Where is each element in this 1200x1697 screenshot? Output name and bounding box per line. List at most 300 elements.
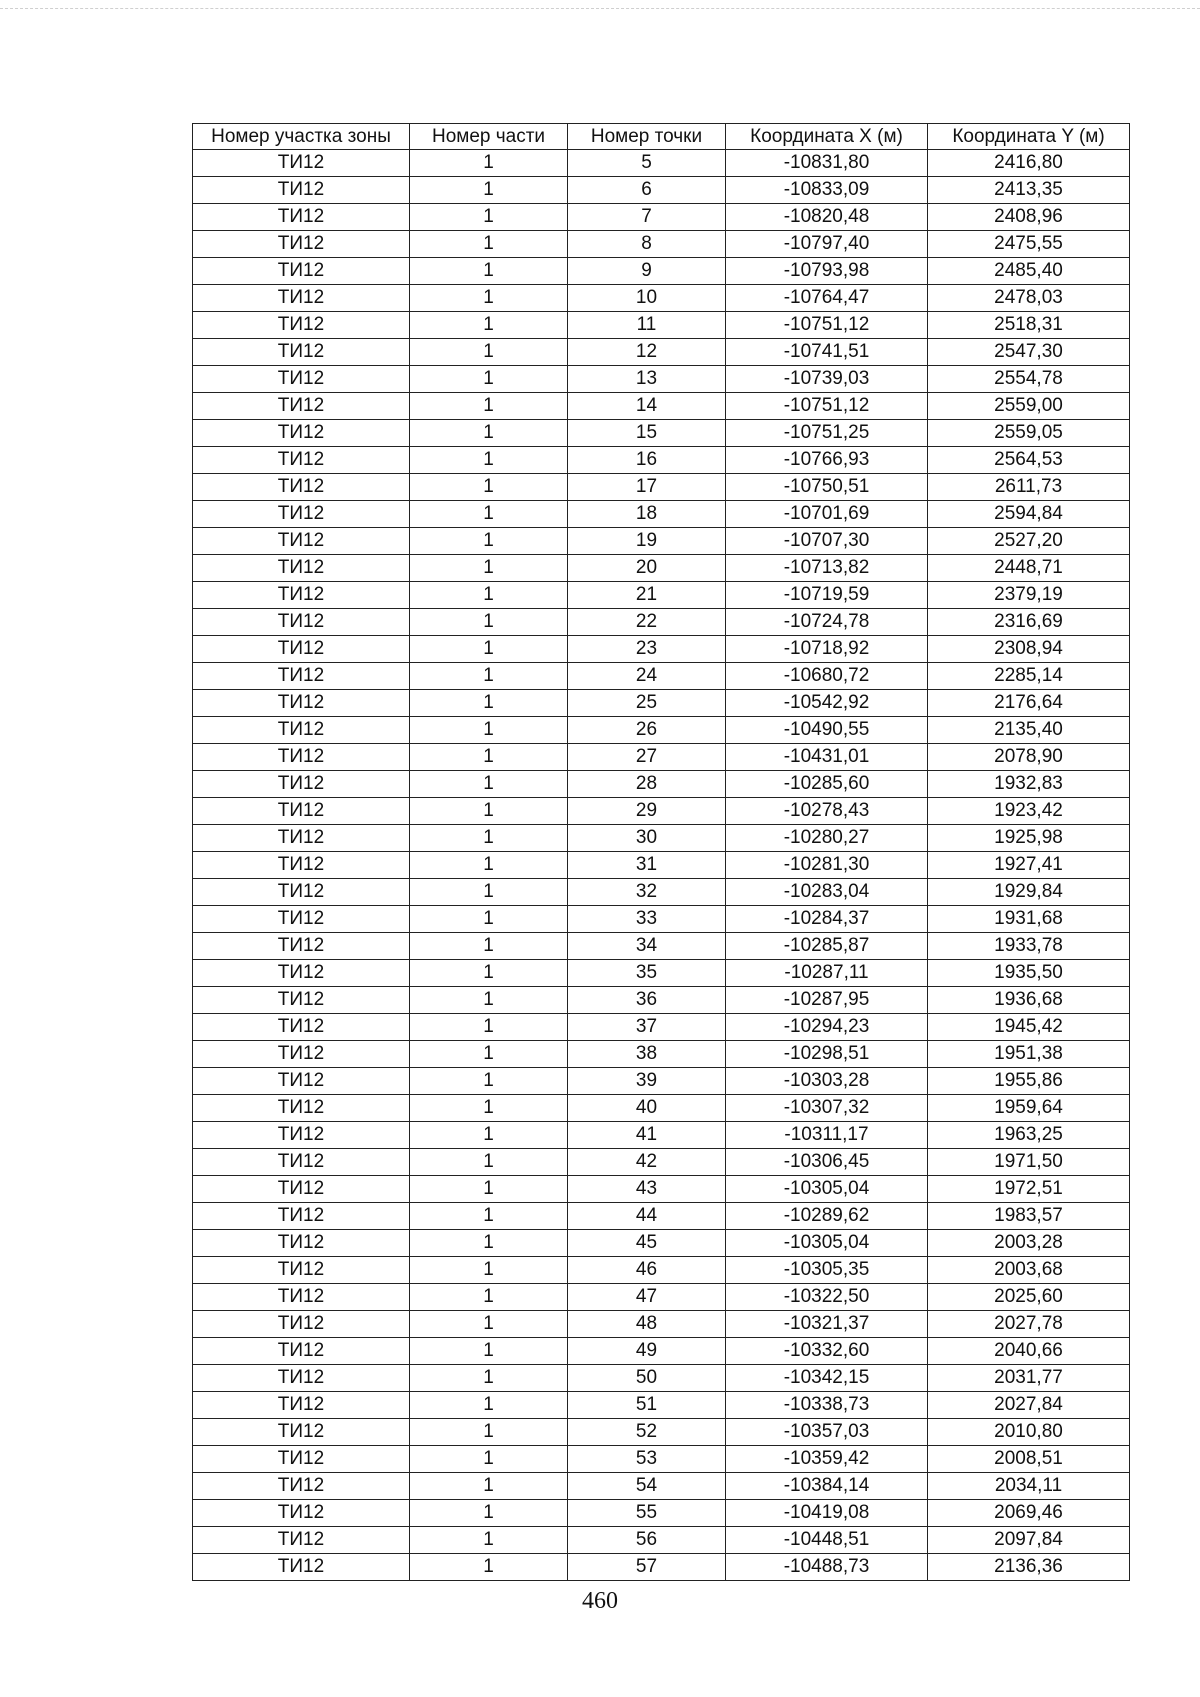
zone-section-cell: ТИ12 <box>193 852 410 879</box>
coordinate-x-cell: -10448,51 <box>726 1527 928 1554</box>
zone-section-cell: ТИ12 <box>193 690 410 717</box>
part-number-cell: 1 <box>410 1257 568 1284</box>
header-coordinate-x: Координата X (м) <box>726 124 928 150</box>
coordinate-x-cell: -10718,92 <box>726 636 928 663</box>
coordinate-x-cell: -10298,51 <box>726 1041 928 1068</box>
part-number-cell: 1 <box>410 231 568 258</box>
part-number-cell: 1 <box>410 1473 568 1500</box>
point-number-cell: 18 <box>568 501 726 528</box>
zone-section-cell: ТИ12 <box>193 906 410 933</box>
coordinate-y-cell: 2308,94 <box>928 636 1130 663</box>
part-number-cell: 1 <box>410 879 568 906</box>
coordinate-x-cell: -10680,72 <box>726 663 928 690</box>
coordinate-y-cell: 1927,41 <box>928 852 1130 879</box>
coordinate-x-cell: -10384,14 <box>726 1473 928 1500</box>
coordinate-x-cell: -10321,37 <box>726 1311 928 1338</box>
coordinate-y-cell: 2559,00 <box>928 393 1130 420</box>
coordinate-y-cell: 2285,14 <box>928 663 1130 690</box>
part-number-cell: 1 <box>410 1338 568 1365</box>
table-row <box>193 582 1130 609</box>
point-number-cell: 23 <box>568 636 726 663</box>
coordinate-x-cell: -10488,73 <box>726 1554 928 1581</box>
coordinate-y-cell: 2027,78 <box>928 1311 1130 1338</box>
coordinate-y-cell: 1929,84 <box>928 879 1130 906</box>
point-number-cell: 20 <box>568 555 726 582</box>
point-number-cell: 37 <box>568 1014 726 1041</box>
coordinate-y-cell: 2485,40 <box>928 258 1130 285</box>
coordinate-y-cell: 2097,84 <box>928 1527 1130 1554</box>
table-row <box>193 393 1130 420</box>
table-row <box>193 1365 1130 1392</box>
part-number-cell: 1 <box>410 690 568 717</box>
coordinate-x-cell: -10741,51 <box>726 339 928 366</box>
point-number-cell: 8 <box>568 231 726 258</box>
zone-section-cell: ТИ12 <box>193 231 410 258</box>
zone-section-cell: ТИ12 <box>193 555 410 582</box>
table-row <box>193 1122 1130 1149</box>
table-row <box>193 1095 1130 1122</box>
coordinate-y-cell: 2594,84 <box>928 501 1130 528</box>
point-number-cell: 27 <box>568 744 726 771</box>
point-number-cell: 49 <box>568 1338 726 1365</box>
table-header-row <box>193 124 1130 150</box>
point-number-cell: 25 <box>568 690 726 717</box>
coordinate-x-cell: -10287,95 <box>726 987 928 1014</box>
table-row <box>193 285 1130 312</box>
coordinate-x-cell: -10359,42 <box>726 1446 928 1473</box>
table-row <box>193 636 1130 663</box>
coordinate-x-cell: -10764,47 <box>726 285 928 312</box>
zone-section-cell: ТИ12 <box>193 744 410 771</box>
coordinate-y-cell: 2518,31 <box>928 312 1130 339</box>
zone-section-cell: ТИ12 <box>193 636 410 663</box>
point-number-cell: 57 <box>568 1554 726 1581</box>
coordinate-x-cell: -10280,27 <box>726 825 928 852</box>
header-point-number: Номер точки <box>568 124 726 150</box>
coordinate-y-cell: 2448,71 <box>928 555 1130 582</box>
point-number-cell: 46 <box>568 1257 726 1284</box>
table-row <box>193 798 1130 825</box>
part-number-cell: 1 <box>410 1122 568 1149</box>
part-number-cell: 1 <box>410 771 568 798</box>
coordinate-y-cell: 2008,51 <box>928 1446 1130 1473</box>
coordinates-table-container <box>192 123 1129 1581</box>
coordinate-y-cell: 2547,30 <box>928 339 1130 366</box>
zone-section-cell: ТИ12 <box>193 528 410 555</box>
table-row <box>193 1041 1130 1068</box>
coordinate-y-cell: 2031,77 <box>928 1365 1130 1392</box>
table-row <box>193 1392 1130 1419</box>
coordinate-y-cell: 2475,55 <box>928 231 1130 258</box>
part-number-cell: 1 <box>410 852 568 879</box>
point-number-cell: 24 <box>568 663 726 690</box>
coordinate-y-cell: 1932,83 <box>928 771 1130 798</box>
part-number-cell: 1 <box>410 258 568 285</box>
table-row <box>193 1311 1130 1338</box>
zone-section-cell: ТИ12 <box>193 339 410 366</box>
zone-section-cell: ТИ12 <box>193 1473 410 1500</box>
part-number-cell: 1 <box>410 204 568 231</box>
coordinate-x-cell: -10305,04 <box>726 1176 928 1203</box>
point-number-cell: 54 <box>568 1473 726 1500</box>
part-number-cell: 1 <box>410 1527 568 1554</box>
coordinate-y-cell: 2554,78 <box>928 366 1130 393</box>
part-number-cell: 1 <box>410 1284 568 1311</box>
coordinate-x-cell: -10284,37 <box>726 906 928 933</box>
zone-section-cell: ТИ12 <box>193 663 410 690</box>
coordinate-y-cell: 2416,80 <box>928 150 1130 177</box>
point-number-cell: 38 <box>568 1041 726 1068</box>
coordinate-y-cell: 2010,80 <box>928 1419 1130 1446</box>
table-row <box>193 825 1130 852</box>
point-number-cell: 42 <box>568 1149 726 1176</box>
part-number-cell: 1 <box>410 177 568 204</box>
point-number-cell: 9 <box>568 258 726 285</box>
coordinate-x-cell: -10342,15 <box>726 1365 928 1392</box>
part-number-cell: 1 <box>410 1365 568 1392</box>
point-number-cell: 22 <box>568 609 726 636</box>
zone-section-cell: ТИ12 <box>193 1311 410 1338</box>
part-number-cell: 1 <box>410 798 568 825</box>
part-number-cell: 1 <box>410 1176 568 1203</box>
zone-section-cell: ТИ12 <box>193 1095 410 1122</box>
zone-section-cell: ТИ12 <box>193 1257 410 1284</box>
zone-section-cell: ТИ12 <box>193 987 410 1014</box>
zone-section-cell: ТИ12 <box>193 582 410 609</box>
point-number-cell: 50 <box>568 1365 726 1392</box>
coordinate-y-cell: 1935,50 <box>928 960 1130 987</box>
coordinate-y-cell: 2611,73 <box>928 474 1130 501</box>
table-row <box>193 150 1130 177</box>
point-number-cell: 55 <box>568 1500 726 1527</box>
part-number-cell: 1 <box>410 447 568 474</box>
part-number-cell: 1 <box>410 744 568 771</box>
coordinate-x-cell: -10751,12 <box>726 312 928 339</box>
table-body <box>193 150 1130 1581</box>
coordinate-y-cell: 2413,35 <box>928 177 1130 204</box>
coordinate-x-cell: -10833,09 <box>726 177 928 204</box>
table-row <box>193 1473 1130 1500</box>
part-number-cell: 1 <box>410 474 568 501</box>
coordinate-y-cell: 1959,64 <box>928 1095 1130 1122</box>
zone-section-cell: ТИ12 <box>193 501 410 528</box>
point-number-cell: 43 <box>568 1176 726 1203</box>
coordinate-x-cell: -10307,32 <box>726 1095 928 1122</box>
coordinate-y-cell: 2316,69 <box>928 609 1130 636</box>
part-number-cell: 1 <box>410 1554 568 1581</box>
point-number-cell: 28 <box>568 771 726 798</box>
table-row <box>193 1014 1130 1041</box>
coordinate-x-cell: -10294,23 <box>726 1014 928 1041</box>
coordinate-x-cell: -10305,35 <box>726 1257 928 1284</box>
coordinate-x-cell: -10311,17 <box>726 1122 928 1149</box>
point-number-cell: 7 <box>568 204 726 231</box>
table-row <box>193 717 1130 744</box>
coordinate-x-cell: -10289,62 <box>726 1203 928 1230</box>
zone-section-cell: ТИ12 <box>193 177 410 204</box>
coordinate-x-cell: -10751,12 <box>726 393 928 420</box>
point-number-cell: 51 <box>568 1392 726 1419</box>
point-number-cell: 21 <box>568 582 726 609</box>
coordinate-x-cell: -10793,98 <box>726 258 928 285</box>
point-number-cell: 6 <box>568 177 726 204</box>
table-row <box>193 447 1130 474</box>
zone-section-cell: ТИ12 <box>193 798 410 825</box>
coordinate-y-cell: 2003,68 <box>928 1257 1130 1284</box>
coordinate-x-cell: -10719,59 <box>726 582 928 609</box>
coordinate-y-cell: 1931,68 <box>928 906 1130 933</box>
point-number-cell: 32 <box>568 879 726 906</box>
part-number-cell: 1 <box>410 1095 568 1122</box>
coordinate-y-cell: 2027,84 <box>928 1392 1130 1419</box>
table-row <box>193 474 1130 501</box>
part-number-cell: 1 <box>410 420 568 447</box>
zone-section-cell: ТИ12 <box>193 312 410 339</box>
part-number-cell: 1 <box>410 1500 568 1527</box>
coordinate-x-cell: -10306,45 <box>726 1149 928 1176</box>
coordinate-y-cell: 2034,11 <box>928 1473 1130 1500</box>
coordinate-y-cell: 1925,98 <box>928 825 1130 852</box>
coordinate-x-cell: -10278,43 <box>726 798 928 825</box>
table-row <box>193 933 1130 960</box>
table-row <box>193 1419 1130 1446</box>
zone-section-cell: ТИ12 <box>193 1554 410 1581</box>
coordinate-x-cell: -10419,08 <box>726 1500 928 1527</box>
point-number-cell: 17 <box>568 474 726 501</box>
table-row <box>193 609 1130 636</box>
part-number-cell: 1 <box>410 1068 568 1095</box>
part-number-cell: 1 <box>410 825 568 852</box>
table-row <box>193 852 1130 879</box>
coordinate-x-cell: -10431,01 <box>726 744 928 771</box>
coordinate-y-cell: 2003,28 <box>928 1230 1130 1257</box>
point-number-cell: 10 <box>568 285 726 312</box>
zone-section-cell: ТИ12 <box>193 474 410 501</box>
point-number-cell: 56 <box>568 1527 726 1554</box>
coordinate-y-cell: 2564,53 <box>928 447 1130 474</box>
table-row <box>193 906 1130 933</box>
zone-section-cell: ТИ12 <box>193 960 410 987</box>
table-row <box>193 960 1130 987</box>
part-number-cell: 1 <box>410 1311 568 1338</box>
zone-section-cell: ТИ12 <box>193 447 410 474</box>
zone-section-cell: ТИ12 <box>193 1365 410 1392</box>
coordinate-x-cell: -10751,25 <box>726 420 928 447</box>
part-number-cell: 1 <box>410 663 568 690</box>
part-number-cell: 1 <box>410 501 568 528</box>
coordinate-y-cell: 1963,25 <box>928 1122 1130 1149</box>
table-row <box>193 690 1130 717</box>
point-number-cell: 33 <box>568 906 726 933</box>
zone-section-cell: ТИ12 <box>193 1392 410 1419</box>
part-number-cell: 1 <box>410 528 568 555</box>
zone-section-cell: ТИ12 <box>193 1014 410 1041</box>
coordinate-x-cell: -10724,78 <box>726 609 928 636</box>
header-zone-section: Номер участка зоны <box>193 124 410 150</box>
part-number-cell: 1 <box>410 717 568 744</box>
zone-section-cell: ТИ12 <box>193 1230 410 1257</box>
coordinate-x-cell: -10542,92 <box>726 690 928 717</box>
point-number-cell: 41 <box>568 1122 726 1149</box>
zone-section-cell: ТИ12 <box>193 1122 410 1149</box>
coordinate-y-cell: 2478,03 <box>928 285 1130 312</box>
part-number-cell: 1 <box>410 339 568 366</box>
coordinate-y-cell: 2040,66 <box>928 1338 1130 1365</box>
page-number: 460 <box>582 1588 618 1614</box>
coordinate-y-cell: 2135,40 <box>928 717 1130 744</box>
coordinate-y-cell: 2025,60 <box>928 1284 1130 1311</box>
part-number-cell: 1 <box>410 1149 568 1176</box>
coordinate-y-cell: 2078,90 <box>928 744 1130 771</box>
coordinate-x-cell: -10713,82 <box>726 555 928 582</box>
table-row <box>193 177 1130 204</box>
coordinate-y-cell: 1923,42 <box>928 798 1130 825</box>
table-row <box>193 1527 1130 1554</box>
zone-section-cell: ТИ12 <box>193 1284 410 1311</box>
point-number-cell: 15 <box>568 420 726 447</box>
zone-section-cell: ТИ12 <box>193 717 410 744</box>
table-row <box>193 771 1130 798</box>
table-row <box>193 339 1130 366</box>
table-row <box>193 1149 1130 1176</box>
zone-section-cell: ТИ12 <box>193 366 410 393</box>
point-number-cell: 53 <box>568 1446 726 1473</box>
part-number-cell: 1 <box>410 609 568 636</box>
coordinate-x-cell: -10285,87 <box>726 933 928 960</box>
coordinate-x-cell: -10820,48 <box>726 204 928 231</box>
part-number-cell: 1 <box>410 393 568 420</box>
point-number-cell: 52 <box>568 1419 726 1446</box>
coordinate-y-cell: 2136,36 <box>928 1554 1130 1581</box>
coordinate-y-cell: 2176,64 <box>928 690 1130 717</box>
coordinate-x-cell: -10357,03 <box>726 1419 928 1446</box>
coordinate-y-cell: 1983,57 <box>928 1203 1130 1230</box>
part-number-cell: 1 <box>410 150 568 177</box>
part-number-cell: 1 <box>410 1230 568 1257</box>
coordinate-y-cell: 1951,38 <box>928 1041 1130 1068</box>
table-row <box>193 1338 1130 1365</box>
table-row <box>193 1203 1130 1230</box>
zone-section-cell: ТИ12 <box>193 1446 410 1473</box>
table-row <box>193 366 1130 393</box>
point-number-cell: 40 <box>568 1095 726 1122</box>
coordinate-y-cell: 2379,19 <box>928 582 1130 609</box>
part-number-cell: 1 <box>410 312 568 339</box>
coordinate-y-cell: 2408,96 <box>928 204 1130 231</box>
part-number-cell: 1 <box>410 366 568 393</box>
zone-section-cell: ТИ12 <box>193 1068 410 1095</box>
zone-section-cell: ТИ12 <box>193 1041 410 1068</box>
coordinate-y-cell: 1945,42 <box>928 1014 1130 1041</box>
point-number-cell: 34 <box>568 933 726 960</box>
point-number-cell: 19 <box>568 528 726 555</box>
coordinate-x-cell: -10831,80 <box>726 150 928 177</box>
table-row <box>193 258 1130 285</box>
table-row <box>193 204 1130 231</box>
point-number-cell: 35 <box>568 960 726 987</box>
zone-section-cell: ТИ12 <box>193 1149 410 1176</box>
zone-section-cell: ТИ12 <box>193 771 410 798</box>
part-number-cell: 1 <box>410 960 568 987</box>
part-number-cell: 1 <box>410 1014 568 1041</box>
zone-section-cell: ТИ12 <box>193 1176 410 1203</box>
point-number-cell: 12 <box>568 339 726 366</box>
table-row <box>193 312 1130 339</box>
header-part-number: Номер части <box>410 124 568 150</box>
part-number-cell: 1 <box>410 987 568 1014</box>
coordinate-y-cell: 2069,46 <box>928 1500 1130 1527</box>
coordinate-x-cell: -10305,04 <box>726 1230 928 1257</box>
zone-section-cell: ТИ12 <box>193 204 410 231</box>
coordinate-y-cell: 1972,51 <box>928 1176 1130 1203</box>
table-row <box>193 663 1130 690</box>
coordinate-x-cell: -10766,93 <box>726 447 928 474</box>
coordinate-y-cell: 1971,50 <box>928 1149 1130 1176</box>
coordinate-x-cell: -10283,04 <box>726 879 928 906</box>
table-row <box>193 879 1130 906</box>
part-number-cell: 1 <box>410 285 568 312</box>
part-number-cell: 1 <box>410 1203 568 1230</box>
zone-section-cell: ТИ12 <box>193 879 410 906</box>
table-row <box>193 1554 1130 1581</box>
coordinate-x-cell: -10303,28 <box>726 1068 928 1095</box>
coordinate-x-cell: -10797,40 <box>726 231 928 258</box>
point-number-cell: 11 <box>568 312 726 339</box>
table-row <box>193 1500 1130 1527</box>
zone-section-cell: ТИ12 <box>193 1500 410 1527</box>
coordinate-x-cell: -10707,30 <box>726 528 928 555</box>
coordinate-x-cell: -10701,69 <box>726 501 928 528</box>
point-number-cell: 36 <box>568 987 726 1014</box>
table-row <box>193 555 1130 582</box>
part-number-cell: 1 <box>410 636 568 663</box>
zone-section-cell: ТИ12 <box>193 1203 410 1230</box>
coordinate-x-cell: -10739,03 <box>726 366 928 393</box>
zone-section-cell: ТИ12 <box>193 420 410 447</box>
zone-section-cell: ТИ12 <box>193 258 410 285</box>
point-number-cell: 30 <box>568 825 726 852</box>
table-row <box>193 1176 1130 1203</box>
coordinate-x-cell: -10490,55 <box>726 717 928 744</box>
point-number-cell: 48 <box>568 1311 726 1338</box>
table-row <box>193 1230 1130 1257</box>
part-number-cell: 1 <box>410 1419 568 1446</box>
point-number-cell: 39 <box>568 1068 726 1095</box>
point-number-cell: 5 <box>568 150 726 177</box>
coordinate-x-cell: -10285,60 <box>726 771 928 798</box>
point-number-cell: 44 <box>568 1203 726 1230</box>
table-row <box>193 1284 1130 1311</box>
zone-section-cell: ТИ12 <box>193 1338 410 1365</box>
coordinate-x-cell: -10750,51 <box>726 474 928 501</box>
part-number-cell: 1 <box>410 906 568 933</box>
zone-section-cell: ТИ12 <box>193 933 410 960</box>
zone-section-cell: ТИ12 <box>193 285 410 312</box>
zone-section-cell: ТИ12 <box>193 150 410 177</box>
coordinate-y-cell: 1936,68 <box>928 987 1130 1014</box>
coordinate-y-cell: 1933,78 <box>928 933 1130 960</box>
point-number-cell: 29 <box>568 798 726 825</box>
table-row <box>193 231 1130 258</box>
table-row <box>193 420 1130 447</box>
part-number-cell: 1 <box>410 1041 568 1068</box>
table-row <box>193 528 1130 555</box>
part-number-cell: 1 <box>410 1446 568 1473</box>
coordinate-x-cell: -10322,50 <box>726 1284 928 1311</box>
part-number-cell: 1 <box>410 582 568 609</box>
header-coordinate-y: Координата Y (м) <box>928 124 1130 150</box>
scan-top-border <box>0 8 1200 9</box>
